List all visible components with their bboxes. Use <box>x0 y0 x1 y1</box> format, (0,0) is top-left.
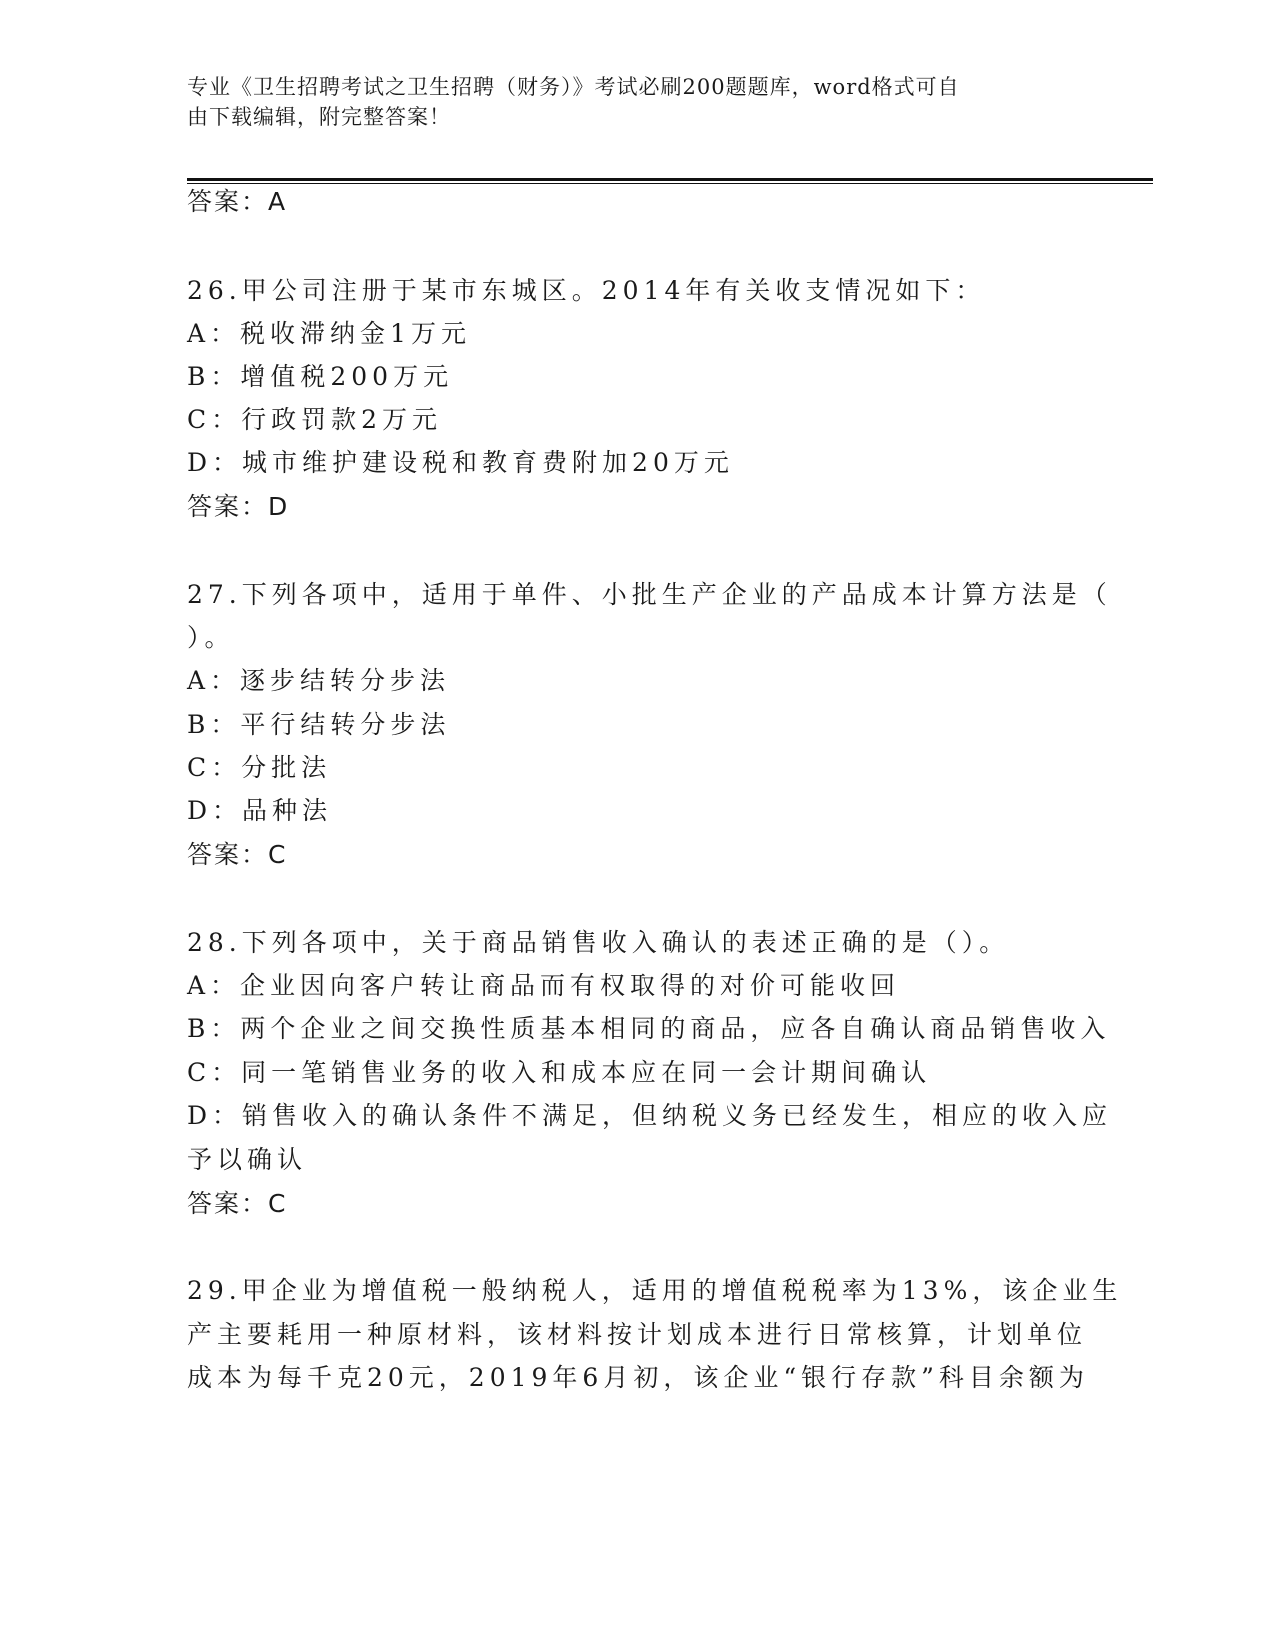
question-28-stem: 28.下列各项中，关于商品销售收入确认的表述正确的是（）。 <box>187 928 1010 957</box>
question-26-option-b: B：增值税200万元 <box>187 362 454 391</box>
question-27-option-a: A：逐步结转分步法 <box>187 666 451 695</box>
header-divider-thin <box>187 183 1153 184</box>
question-27-option-d: D：品种法 <box>187 796 333 825</box>
document-header <box>187 72 1067 132</box>
header-line-2: 由下载编辑，附完整答案！ <box>187 105 451 129</box>
question-28-option-a: A：企业因向客户转让商品而有权取得的对价可能收回 <box>187 971 901 1000</box>
question-28-answer: 答案：C <box>187 1189 288 1218</box>
question-27-option-b: B：平行结转分步法 <box>187 710 451 739</box>
question-26-option-d: D：城市维护建设税和教育费附加20万元 <box>187 448 734 477</box>
header-line-1: 专业《卫生招聘考试之卫生招聘（财务）》考试必刷200题题库，word格式可自 <box>187 75 960 99</box>
question-29-stem-cont-2: 成本为每千克20元，2019年6月初，该企业“银行存款”科目余额为 <box>187 1363 1089 1392</box>
question-28-option-d: D：销售收入的确认条件不满足，但纳税义务已经发生，相应的收入应 <box>187 1101 1113 1130</box>
question-29-stem-cont-1: 产主要耗用一种原材料，该材料按计划成本进行日常核算，计划单位 <box>187 1320 1088 1349</box>
prev-answer: 答案：A <box>187 187 288 216</box>
question-28-option-b: B：两个企业之间交换性质基本相同的商品，应各自确认商品销售收入 <box>187 1014 1111 1043</box>
question-27-stem: 27.下列各项中，适用于单件、小批生产企业的产品成本计算方法是（ <box>187 580 1112 609</box>
question-26-answer: 答案：D <box>187 492 290 521</box>
question-26-option-a: A：税收滞纳金1万元 <box>187 319 471 348</box>
question-27-answer: 答案：C <box>187 840 288 869</box>
question-28-option-c: C：同一笔销售业务的收入和成本应在同一会计期间确认 <box>187 1058 932 1087</box>
header-divider-thick <box>187 178 1153 181</box>
question-28-option-d-cont: 予以确认 <box>187 1145 308 1174</box>
question-27-stem-cont: ）。 <box>187 623 235 652</box>
question-27-option-c: C：分批法 <box>187 753 332 782</box>
question-29-stem: 29.甲企业为增值税一般纳税人，适用的增值税税率为13%，该企业生 <box>187 1276 1123 1305</box>
question-26-stem: 26.甲公司注册于某市东城区。2014年有关收支情况如下： <box>187 276 986 305</box>
question-26-option-c: C：行政罚款2万元 <box>187 405 443 434</box>
